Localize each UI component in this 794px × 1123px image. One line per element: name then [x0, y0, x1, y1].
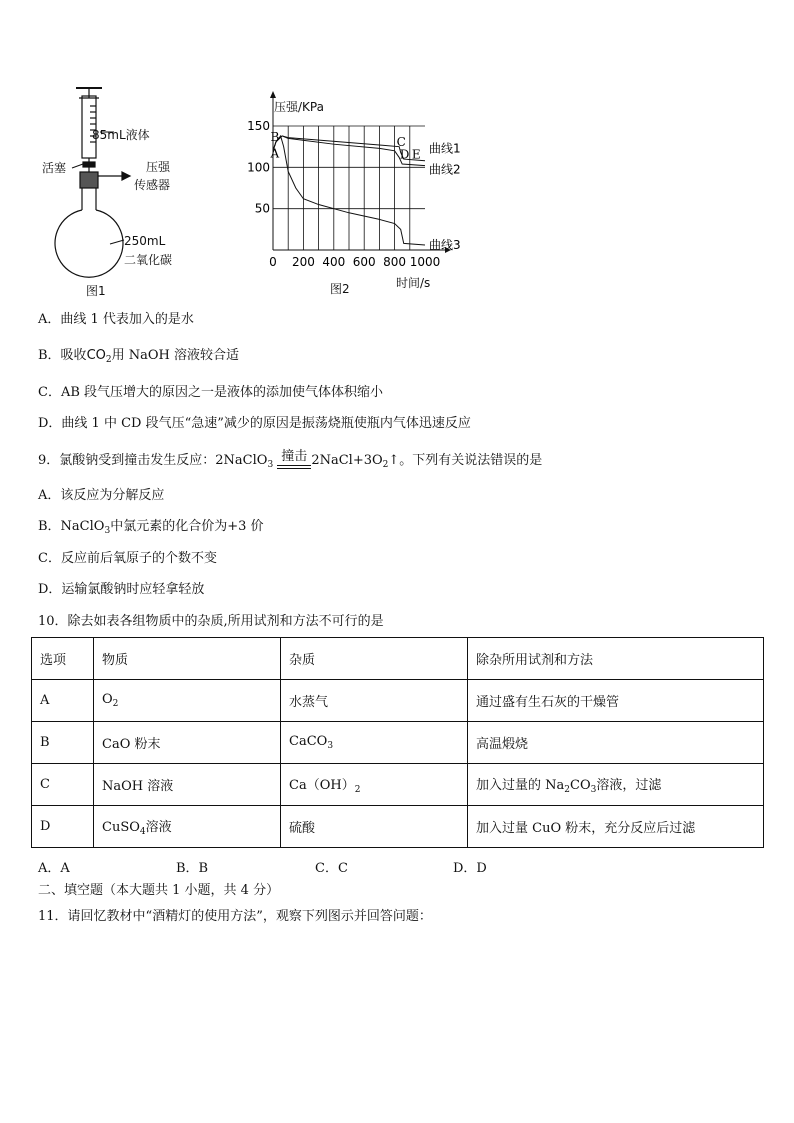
q10-answer-b: B．B: [176, 861, 209, 876]
q9-option-b: [38, 518, 263, 540]
row-method: 高温煅烧: [468, 722, 764, 764]
q10-answer-d: D．D: [453, 861, 487, 876]
x-tick-label: 800: [383, 255, 407, 269]
row-impurity: [281, 722, 468, 764]
series-label: 曲线3: [429, 238, 461, 253]
q9-option-a: A．该反应为分解反应: [38, 488, 165, 503]
impurity-sub: 2: [354, 785, 361, 795]
q9-stem-post: 2NaCl+3O: [311, 453, 383, 468]
x-tick-label: 1000: [409, 255, 441, 269]
row-option: C: [32, 764, 94, 806]
row-impurity: 硫酸: [281, 806, 468, 848]
q9-sub-3: 3: [267, 460, 274, 470]
q9-option-c: C．反应前后氧原子的个数不变: [38, 551, 217, 566]
q8-option-a: A．曲线 1 代表加入的是水: [38, 312, 194, 327]
q9-stem: [38, 449, 543, 474]
co2-subscript: 2: [105, 355, 112, 365]
row-method: [468, 764, 764, 806]
reaction-condition: [277, 449, 311, 470]
q8-option-b: [38, 347, 239, 369]
row-option: A: [32, 680, 94, 722]
table-header-row: [32, 638, 764, 680]
x-tick-label: 0: [269, 255, 277, 269]
row-option: B: [32, 722, 94, 764]
table-row: [32, 722, 764, 764]
method-text-2: CO: [570, 778, 591, 793]
reaction-condition-text: 撞击: [281, 449, 308, 464]
header-option: 选项: [32, 638, 94, 680]
point-label: D: [399, 147, 410, 162]
q10-answer-c: C．C: [315, 861, 348, 876]
figure-1-caption: 图1: [86, 284, 106, 298]
q9-stem-pre: 9．氯酸钠受到撞击发生反应：2NaClO: [38, 453, 268, 468]
equals-bar: [277, 465, 311, 469]
impurity-sub: 3: [327, 741, 334, 751]
method-tail: 溶液，过滤: [596, 778, 662, 793]
y-tick-label: 100: [247, 160, 270, 175]
q8-option-d: D．曲线 1 中 CD 段气压“急速”减少的原因是振荡烧瓶使瓶内气体迅速反应: [38, 416, 471, 431]
point-label: A: [270, 146, 280, 161]
q8-option-b-suffix: 用 NaOH 溶液较合适: [111, 348, 239, 363]
y-tick-label: 150: [247, 119, 270, 133]
q10-table: [31, 637, 764, 848]
row-substance: NaOH 溶液: [94, 764, 281, 806]
q9-stem-tail: ↑。下列有关说法错误的是: [388, 453, 543, 468]
table-row: [32, 806, 764, 848]
substance-sub: 4: [139, 827, 146, 837]
figure-1-apparatus: [30, 84, 220, 300]
section-heading: 二、填空题（本大题共 1 小题，共 4 分）: [38, 883, 280, 898]
q9-option-b-post: 中氯元素的化合价为+3 价: [110, 519, 264, 534]
q9-option-d: D．运输氯酸钠时应轻拿轻放: [38, 582, 205, 597]
figure-2-caption: 图2: [330, 282, 350, 296]
point-label: B: [270, 129, 280, 144]
substance-text-2: 溶液: [145, 820, 172, 835]
q9-sub-2: 2: [382, 460, 389, 470]
y-axis-label: 压强/KPa: [274, 100, 324, 114]
co2-formula: CO: [86, 348, 106, 363]
impurity-text: Ca（OH）: [289, 778, 355, 793]
substance-text: O: [102, 692, 113, 707]
point-label: C: [396, 134, 406, 149]
row-impurity: 水蒸气: [281, 680, 468, 722]
row-method: 加入过量 CuO 粉末，充分反应后过滤: [468, 806, 764, 848]
header-substance: 物质: [94, 638, 281, 680]
label-valve: 活塞: [42, 161, 67, 175]
label-flask-volume: 250mL: [124, 234, 166, 248]
x-tick-label: 400: [322, 255, 346, 269]
label-sensor-2: 传感器: [134, 178, 171, 192]
impurity-text: CaCO: [289, 734, 328, 749]
substance-sub: 2: [112, 699, 119, 709]
method-sub-2: 3: [590, 785, 597, 795]
q8-option-c: C．AB 段气压增大的原因之一是液体的添加使气体体积缩小: [38, 385, 384, 400]
label-sensor-1: 压强: [146, 160, 171, 174]
x-tick-label: 200: [291, 255, 315, 269]
pressure-chart-svg: [240, 86, 480, 300]
q9-option-b-sub: 3: [104, 526, 111, 536]
method-sub: 2: [564, 785, 570, 795]
row-substance: [94, 680, 281, 722]
x-axis-label: 时间/s: [396, 276, 431, 290]
series-label: 曲线2: [429, 162, 461, 177]
label-liquid: 85mL液体: [92, 128, 150, 142]
x-tick-label: 600: [352, 255, 376, 269]
label-flask-gas: 二氧化碳: [124, 253, 173, 267]
row-substance: CaO 粉末: [94, 722, 281, 764]
header-method: 除杂所用试剂和方法: [468, 638, 764, 680]
q11-stem: 11．请回忆教材中“酒精灯的使用方法”，观察下列图示并回答问题：: [38, 909, 432, 924]
q8-option-b-prefix: B．吸收: [38, 348, 87, 363]
figure-2-chart: [240, 86, 480, 300]
q10-answer-a: A．A: [38, 861, 70, 876]
row-option: D: [32, 806, 94, 848]
row-impurity: [281, 764, 468, 806]
substance-text: CuSO: [102, 820, 140, 835]
q9-option-b-pre: B．NaClO: [38, 519, 105, 534]
point-label: E: [411, 147, 421, 162]
row-substance: [94, 806, 281, 848]
method-text: 加入过量的 Na: [476, 778, 565, 793]
y-tick-label: 50: [254, 201, 270, 216]
table-row: [32, 764, 764, 806]
series-label: 曲线1: [429, 141, 461, 156]
header-impurity: 杂质: [281, 638, 468, 680]
table-row: [32, 680, 764, 722]
q10-stem: 10．除去如表各组物质中的杂质,所用试剂和方法不可行的是: [38, 614, 384, 629]
row-method: 通过盛有生石灰的干燥管: [468, 680, 764, 722]
y-axis-arrow: [270, 91, 276, 98]
